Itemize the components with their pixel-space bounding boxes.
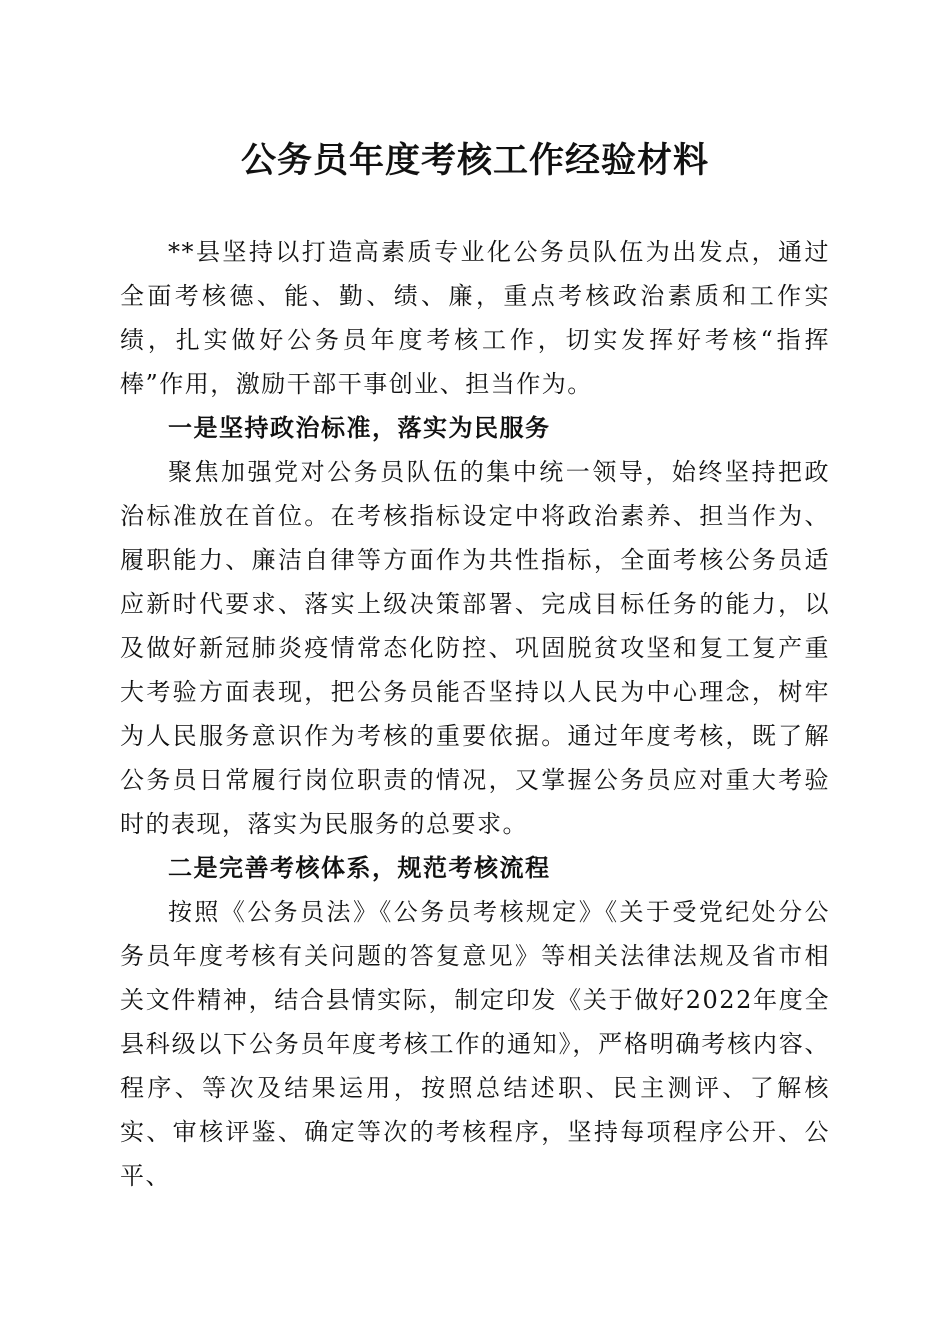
document-body: [120, 230, 830, 1198]
document-title: 公务员年度考核工作经验材料: [240, 140, 709, 181]
paragraph-political-standard: 聚焦加强党对公务员队伍的集中统一领导，始终坚持把政治标准放在首位。在考核指标设定中将政治素养、担当作为、履职能力、廉洁自律等方面作为共性指标，全面考核公务员适应新时代要求、落实上级决策部署、完成目标任务的能力，以及做好新冠肺炎疫情常态化防控、巩固脱贫攻坚和复工复产重大考验方面表现，把公务员能否坚持以人民为中心理念，树牢为人民服务意识作为考核的重要依据。通过年度考核，既了解公务员日常履行岗位职责的情况，又掌握公务员应对重大考验时的表现，落实为民服务的总要求。: [120, 458, 830, 838]
paragraph-assessment-system: 按照《公务员法》《公务员考核规定》《关于受党纪处分公务员年度考核有关问题的答复意见》等相关法律法规及省市相关文件精神，结合县情实际，制定印发《关于做好2022年度全县科级以下公务员年度考核工作的通知》，严格明确考核内容、程序、等次及结果运用，按照总结述职、民主测评、了解核实、审核评鉴、确定等次的考核程序，坚持每项程序公开、公平、: [120, 898, 830, 1190]
section-heading-political-standard: 一是坚持政治标准，落实为民服务: [168, 413, 551, 442]
paragraph-intro: **县坚持以打造高素质专业化公务员队伍为出发点，通过全面考核德、能、勤、绩、廉，重点考核政治素质和工作实绩，扎实做好公务员年度考核工作，切实发挥好考核“指挥棒”作用，激励干部干事创业、担当作为。: [120, 238, 830, 398]
section-heading-assessment-system: 二是完善考核体系，规范考核流程: [168, 853, 551, 882]
